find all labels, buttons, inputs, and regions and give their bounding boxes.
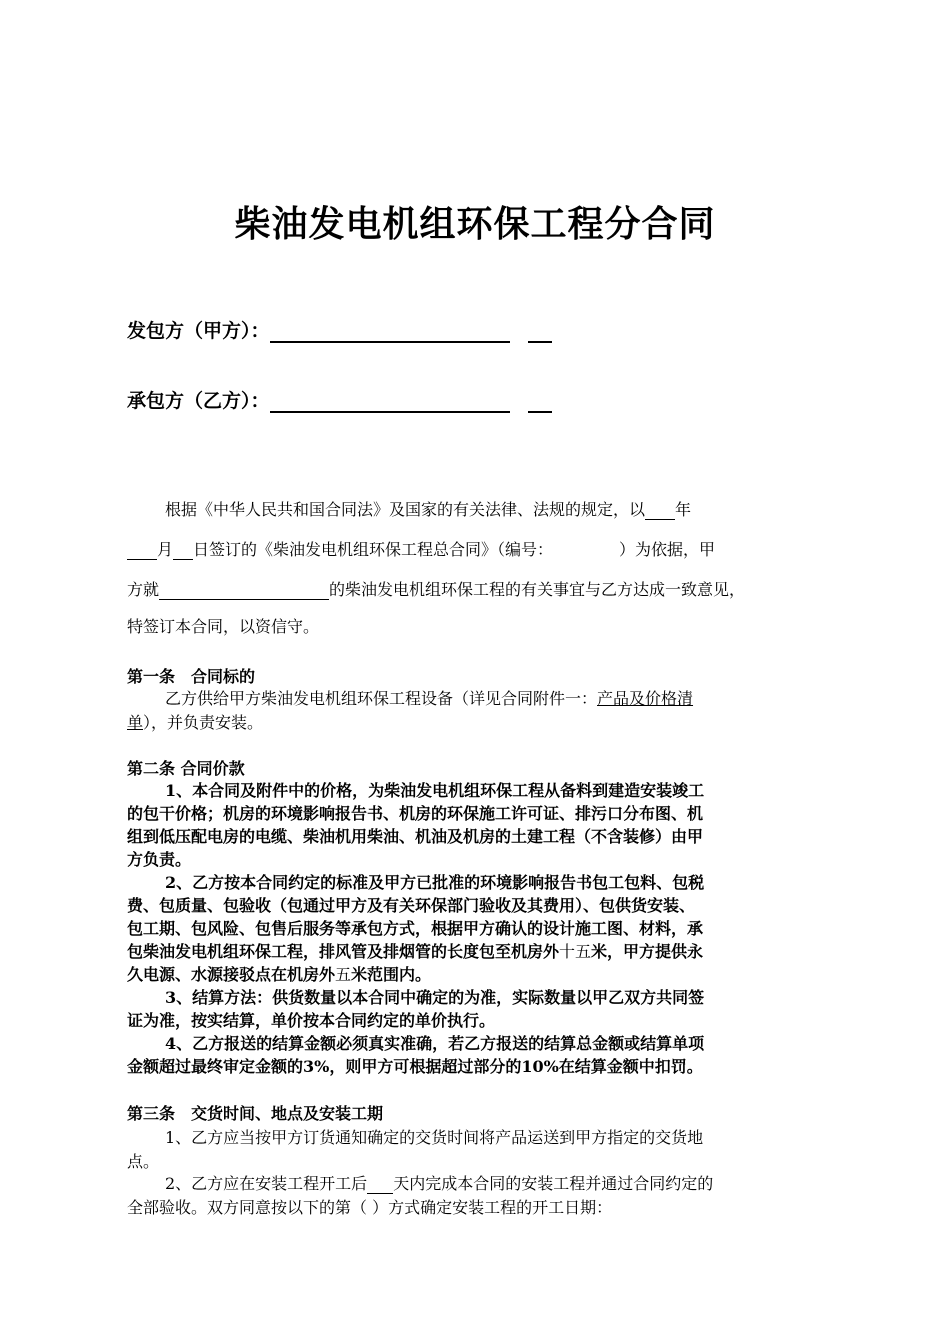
party-a-blank	[270, 323, 510, 343]
article-3-line-4: 全部验收。双方同意按以下的第（ ）方式确定安装工程的开工日期：	[127, 1198, 613, 1217]
article-text: 天内完成本合同的安装工程并通过合同约定的	[393, 1174, 714, 1193]
appendix-link: 单	[127, 713, 144, 732]
party-a-line	[127, 316, 552, 343]
intro-text: 的柴油发电机组环保工程的有关事宜与乙方达成一致意见，	[329, 580, 746, 599]
article-3-line-3	[165, 1171, 865, 1194]
month-blank	[127, 544, 157, 560]
article-1-heading: 第一条 合同标的	[127, 667, 256, 686]
article-2-line: 组到低压配电房的电缆、柴油机用柴油、机油及机房的土建工程（不含装修）由甲	[127, 827, 704, 846]
party-b-line	[127, 386, 552, 413]
document-title: 柴油发电机组环保工程分合同	[234, 204, 716, 245]
article-2-line: 方负责。	[127, 850, 192, 869]
article-1-line-2	[127, 710, 827, 733]
article-2-line: 2、乙方按本合同约定的标准及甲方已批准的环境影响报告书包工包料、包税	[165, 873, 705, 892]
project-blank	[159, 584, 329, 600]
article-2-line: 3、结算方法：供货数量以本合同中确定的为准，实际数量以甲乙双方共同签	[165, 988, 705, 1007]
article-3-heading: 第三条 交货时间、地点及安装工期	[127, 1104, 384, 1123]
article-text: 米范围内。	[351, 965, 432, 984]
intro-line-1	[165, 497, 865, 520]
article-text: ），并负责安装。	[143, 713, 264, 732]
article-1-line-1	[165, 686, 865, 709]
intro-line-4: 特签订本合同，以资信守。	[127, 617, 320, 636]
intro-line-3	[127, 577, 827, 600]
article-text: 2、乙方应在安装工程开工后	[165, 1174, 368, 1193]
article-2-heading: 第二条 合同价款	[127, 759, 245, 778]
days-blank	[367, 1178, 393, 1194]
article-2-line	[127, 939, 827, 962]
intro-text: 日签订的《柴油发电机组环保工程总合同》（编号：	[193, 540, 554, 559]
article-2-line: 的包干价格；机房的环境影响报告书、机房的环保施工许可证、排污口分布图、机	[127, 804, 704, 823]
appendix-link: 产品及价格清	[597, 689, 694, 708]
party-a-label: 发包方（甲方）：	[127, 320, 270, 342]
party-b-blank	[270, 393, 510, 413]
article-text: 包柴油发电机组环保工程，排风管及排烟管的长度包至机房外	[127, 942, 560, 961]
article-2-line: 1、本合同及附件中的价格，为柴油发电机组环保工程从备料到建造安装竣工	[165, 781, 705, 800]
article-2-line: 证为准，按实结算，单价按本合同约定的单价执行。	[127, 1011, 496, 1030]
intro-text: 月	[157, 540, 174, 559]
article-2-line: 包工期、包风险、包售后服务等承包方式，根据甲方确认的设计施工图、材料，承	[127, 919, 704, 938]
party-b-label: 承包方（乙方）：	[127, 390, 270, 412]
intro-text: 根据《中华人民共和国合同法》及国家的有关法律、法规的规定，以	[165, 500, 646, 519]
article-text: 乙方供给甲方柴油发电机组环保工程设备（详见合同附件一：	[165, 689, 598, 708]
article-3-line-1: 1、乙方应当按甲方订货通知确定的交货时间将产品运送到甲方指定的交货地	[165, 1128, 704, 1147]
article-2-line: 4、乙方报送的结算金额必须真实准确，若乙方报送的结算总金额或结算单项	[165, 1034, 705, 1053]
article-2-line	[127, 962, 827, 985]
article-text: 米，甲方提供永	[591, 942, 704, 961]
article-2-line: 金额超过最终审定金额的3%，则甲方可根据超过部分的10%在结算金额中扣罚。	[127, 1057, 703, 1076]
day-blank	[173, 544, 193, 560]
article-text: 久电源、水源接驳点在机房外	[127, 965, 336, 984]
intro-line-2	[127, 537, 827, 560]
party-b-blank-2	[528, 393, 552, 413]
party-a-blank-2	[528, 323, 552, 343]
intro-text: 方就	[127, 580, 160, 599]
distance-value: 五	[335, 965, 352, 984]
intro-text: 年	[675, 500, 692, 519]
year-blank	[645, 504, 675, 520]
article-2-line: 费、包质量、包验收（包通过甲方及有关环保部门验收及其费用）、包供货安装、	[127, 896, 696, 915]
length-value: 十五	[559, 942, 592, 961]
intro-text: ）为依据，甲	[619, 540, 716, 559]
article-3-line-2: 点。	[127, 1152, 160, 1171]
